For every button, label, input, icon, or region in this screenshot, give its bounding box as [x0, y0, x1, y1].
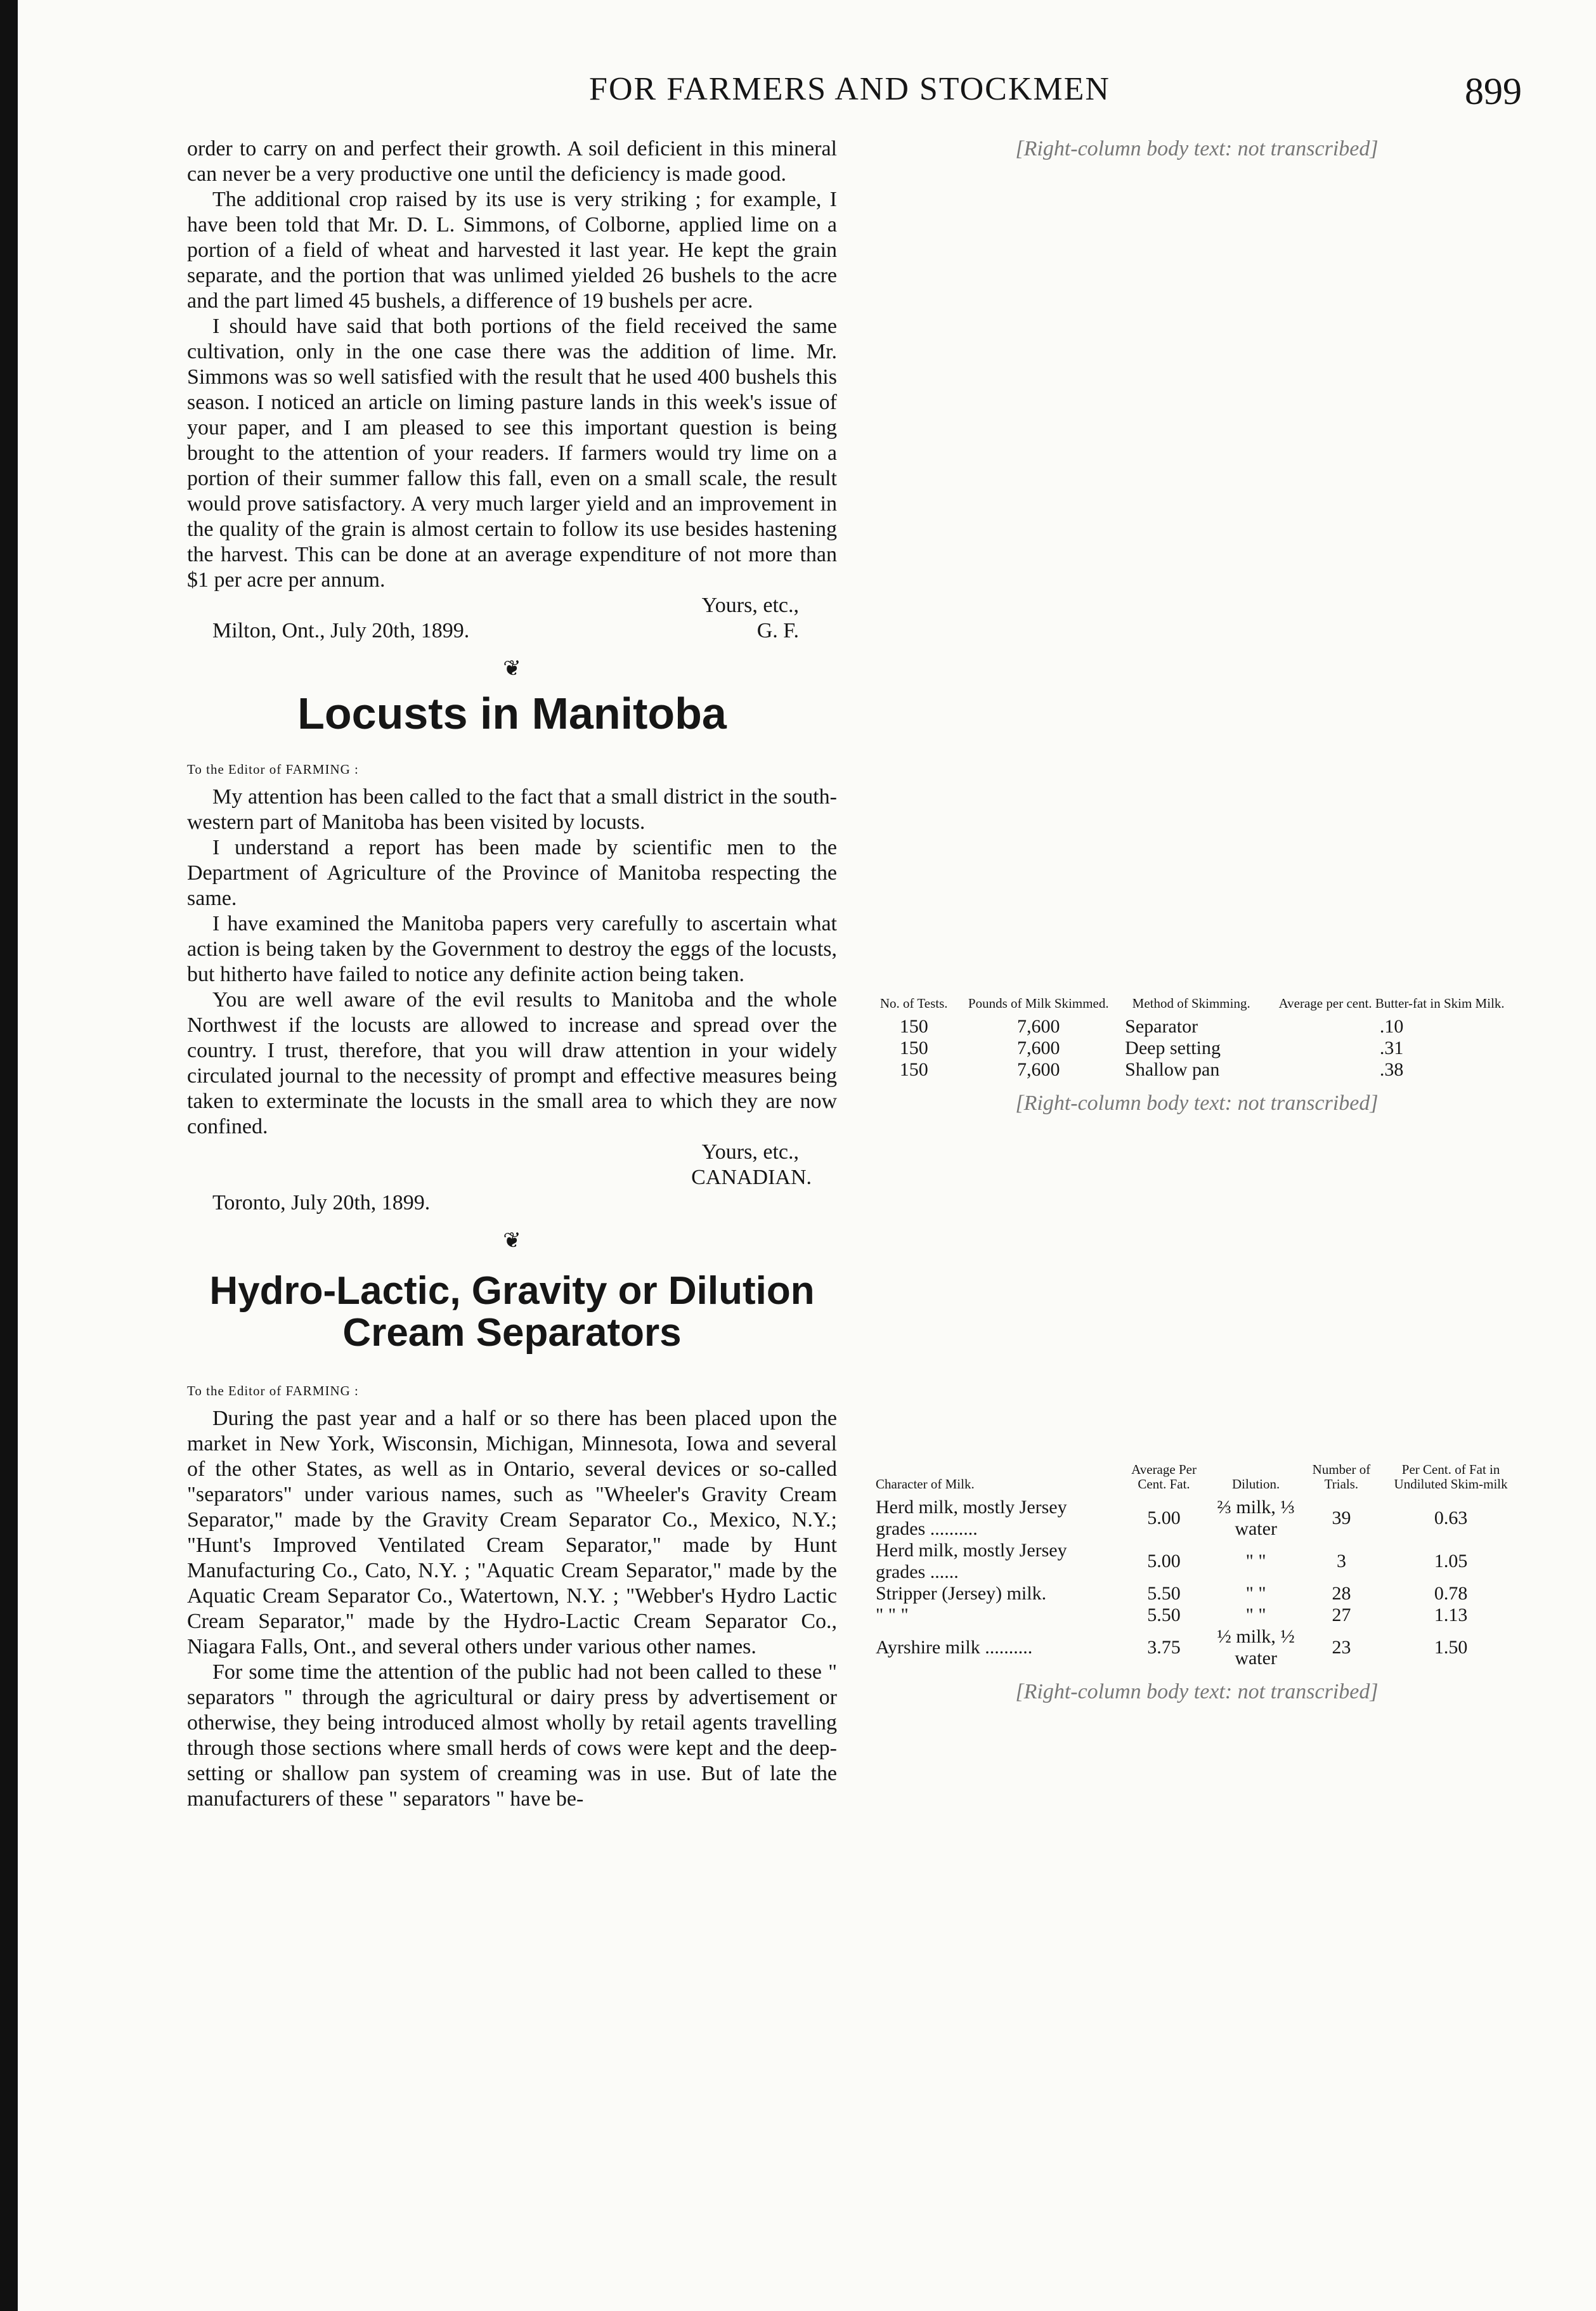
table-row: [872, 1626, 1522, 1669]
table-cell: 1.50: [1434, 1637, 1468, 1658]
table-cell: 7,600: [1017, 1016, 1060, 1037]
table-cell: 5.50: [1147, 1583, 1181, 1604]
table-cell: 0.78: [1434, 1583, 1468, 1604]
lime-paragraph: I should have said that both portions of the field received the same cultivation, only in the one case there was the addition of lime. Mr. Simmons was so well satisfied with the result that he used 400 bushels this season. I noticed an article on liming pasture lands in this week's issue of your paper, and I am pleased to see this important question is being brought to the attention of your readers. If farmers would try lime on a portion of their summer fallow this fall, even on a small scale, the result would prove satisfactory. A very much larger yield and an improvement in the quality of the grain is almost certain to follow its use besides hastening the harvest. This can be done at an average expenditure of not more than $1 per acre per annum.: [187, 315, 837, 592]
table-cell: 7,600: [1017, 1038, 1060, 1058]
table-cell: ½ milk, ½ water: [1217, 1626, 1295, 1669]
table-cell: 3: [1336, 1551, 1346, 1572]
table-row: [872, 1497, 1522, 1540]
table-header: Pounds of Milk Skimmed.: [968, 996, 1109, 1011]
table-cell: Shallow pan: [1125, 1059, 1220, 1080]
right-intro-placeholder: [Right-column body text: not transcribed]: [1015, 137, 1379, 160]
table-cell: 5.00: [1147, 1507, 1181, 1528]
table-cell: 3.75: [1147, 1637, 1181, 1658]
table-cell: 5.00: [1147, 1551, 1181, 1572]
table-cell: Stripper (Jersey) milk.: [876, 1583, 1047, 1604]
separators-paragraph: During the past year and a half or so there has been placed upon the market in New York, Wisconsin, Michigan, Minnesota, Iowa and several of the other States, as well as in Ontario, several devices or so-called "separators" under various names, such as "Wheeler's Gravity Cream Separator," made by the Gravity Cream Separator Co., Mexico, N.Y.; "Hunt's Improved Ventilated Cream Separator," made by Hunt Manufacturing Co., Cato, N.Y. ; "Aquatic Cream Separator," made by the Aquatic Cream Separator Co., Watertown, N.Y. ; "Webber's Hydro Lactic Cream Separator," made by the Hydro-Lactic Cream Separator Co., Niagara Falls, Ont., and several others under various other names.: [187, 1407, 837, 1658]
right-middle-placeholder: [Right-column body text: not transcribed]: [1015, 1091, 1379, 1115]
locusts-signoff: Yours, etc.,: [701, 1140, 799, 1164]
table-cell: Separator: [1125, 1016, 1198, 1037]
table-cell: 150: [899, 1059, 928, 1080]
locusts-heading: Locusts in Manitoba: [297, 689, 727, 738]
table-header: Number of Trials.: [1312, 1462, 1371, 1492]
locusts-signature: CANADIAN.: [691, 1166, 812, 1189]
section-ornament-icon: ❦: [503, 657, 521, 680]
table-cell: " ": [1245, 1605, 1266, 1625]
table-header: Average per cent. Butter-fat in Skim Milk.: [1278, 996, 1505, 1011]
table-row: [872, 1016, 1522, 1038]
table-header: Method of Skimming.: [1132, 996, 1250, 1011]
locusts-paragraph: I have examined the Manitoba papers very carefully to ascertain what action is being taken by the Government to destroy the eggs of the locusts, but hitherto have failed to notice any definite action being taken.: [187, 912, 837, 986]
page-header: [178, 63, 1522, 114]
table-row: [872, 1540, 1522, 1583]
table-cell: Herd milk, mostly Jersey grades ..........: [876, 1497, 1067, 1539]
locusts-to-editor: To the Editor of FARMING :: [187, 762, 359, 777]
running-head: FOR FARMERS AND STOCKMEN: [589, 70, 1110, 107]
vermont-station-table: [872, 1462, 1522, 1669]
table-header: Character of Milk.: [876, 1476, 975, 1492]
locusts-paragraph: You are well aware of the evil results to Manitoba and the whole Northwest if the locusts are allowed to increase and spread over the country. I trust, therefore, that you will draw attention in your widely circulated journal to the necessity of prompt and effective measures being taken to exterminate the locusts in the small area to which they are now confined.: [187, 988, 837, 1138]
left-column: [187, 136, 837, 2235]
scan-edge: [0, 0, 18, 2311]
table-cell: 27: [1332, 1605, 1351, 1625]
table-cell: Deep setting: [1125, 1038, 1221, 1058]
table-cell: " ": [1245, 1583, 1266, 1604]
table-cell: Ayrshire milk ..........: [876, 1637, 1033, 1658]
table-cell: " " ": [876, 1605, 909, 1625]
right-intro-space: [872, 162, 1522, 993]
table-cell: 28: [1332, 1583, 1351, 1604]
table-row: [872, 1059, 1522, 1081]
lime-place-date: Milton, Ont., July 20th, 1899.: [212, 619, 470, 642]
separators-paragraph: For some time the attention of the public had not been called to these " separators " through the agricultural or dairy press by advertisement or otherwise, they being introduced almost wholly by retail agents travelling through those sections where small herds of cows were kept and the deep-setting or shallow pan system of creaming was in use. But of late the manufacturers of these " separators " have be-: [187, 1660, 837, 1811]
lime-initials: G. F.: [756, 619, 799, 642]
right-closing-placeholder: [Right-column body text: not transcribed]: [1015, 1680, 1379, 1703]
locusts-paragraph: My attention has been called to the fact that a small district in the south-western part of Manitoba has been visited by locusts.: [187, 785, 837, 834]
right-column: [872, 136, 1522, 2235]
table-cell: 1.05: [1434, 1551, 1468, 1572]
table-header: Dilution.: [1232, 1476, 1280, 1492]
section-ornament-icon: ❦: [503, 1229, 521, 1253]
table-cell: 150: [899, 1038, 928, 1058]
table-cell: 1.13: [1434, 1605, 1468, 1625]
table-cell: 39: [1332, 1507, 1351, 1528]
table-header: No. of Tests.: [879, 996, 948, 1011]
table-cell: Herd milk, mostly Jersey grades ......: [876, 1540, 1067, 1582]
skim-milk-table: [872, 996, 1522, 1081]
lime-signoff: Yours, etc.,: [701, 594, 799, 617]
lime-dateline: [187, 618, 799, 644]
table-cell: .38: [1379, 1059, 1404, 1080]
table-cell: 0.63: [1434, 1507, 1468, 1528]
table-row: [872, 1583, 1522, 1605]
table-cell: .31: [1379, 1038, 1404, 1058]
table-header: Per Cent. of Fat in Undiluted Skim-milk: [1394, 1462, 1508, 1492]
locusts-paragraph: I understand a report has been made by scientific men to the Department of Agriculture of the Province of Manitoba respecting the same.: [187, 836, 837, 910]
table-cell: 7,600: [1017, 1059, 1060, 1080]
table-cell: 5.50: [1147, 1605, 1181, 1625]
table-cell: " ": [1245, 1551, 1266, 1572]
table-row: [872, 1038, 1522, 1059]
separators-to-editor: To the Editor of FARMING :: [187, 1383, 359, 1398]
table-cell: 23: [1332, 1637, 1351, 1658]
table-cell: 150: [899, 1016, 928, 1037]
table-cell: .10: [1379, 1016, 1404, 1037]
lime-paragraph: The additional crop raised by its use is very striking ; for example, I have been told that Mr. D. L. Simmons, of Colborne, applied lime on a portion of a field of wheat and harvested it last year. He kept the grain separate, and the portion that was unlimed yielded 26 bushels to the acre and the part limed 45 bushels, a difference of 19 bushels per acre.: [187, 188, 837, 313]
lime-paragraph: order to carry on and perfect their growth. A soil deficient in this mineral can never be a very productive one until the deficiency is made good.: [187, 137, 837, 186]
table-cell: ⅔ milk, ⅓ water: [1217, 1497, 1295, 1539]
right-middle-space: [872, 1116, 1522, 1459]
table-row: [872, 1605, 1522, 1626]
page-number: 899: [1465, 70, 1522, 112]
separators-heading: Hydro-Lactic, Gravity or Dilution Cream Separators: [209, 1269, 815, 1355]
locusts-dateline: Toronto, July 20th, 1899.: [212, 1191, 431, 1214]
table-header: Average Per Cent. Fat.: [1131, 1462, 1197, 1492]
